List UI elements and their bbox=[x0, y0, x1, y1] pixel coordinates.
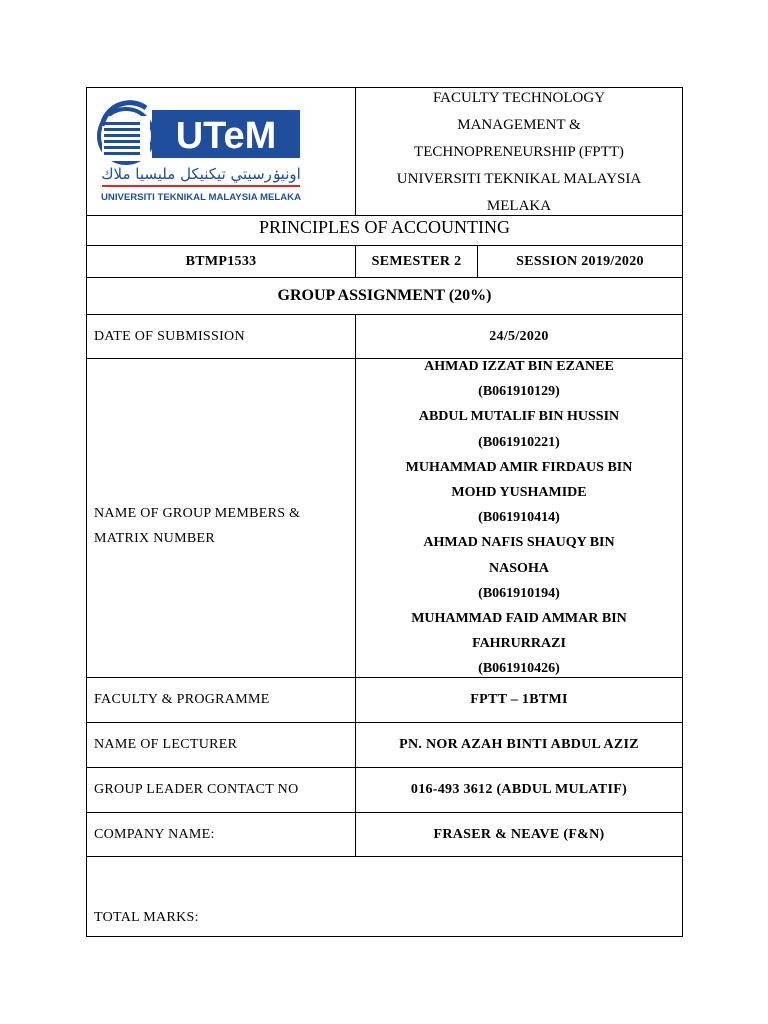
member-name: AHMAD IZZAT BIN EZANEE bbox=[424, 359, 614, 374]
total-marks-cell bbox=[86, 856, 683, 937]
semester: SEMESTER 2 bbox=[371, 253, 462, 269]
date-value: 24/5/2020 bbox=[489, 328, 549, 344]
faculty-line: TECHNOPRENEURSHIP (FPTT) bbox=[414, 144, 624, 160]
assignment-title: GROUP ASSIGNMENT (20%) bbox=[277, 287, 492, 304]
utem-logo bbox=[96, 96, 306, 206]
contact-label-cell bbox=[86, 767, 356, 813]
contact-label: GROUP LEADER CONTACT NO bbox=[94, 782, 299, 797]
contact-value-cell bbox=[355, 767, 683, 813]
logo-jawi: اونيۏرسيتي تيكنيكل مليسيا ملاك bbox=[101, 165, 301, 183]
session: SESSION 2019/2020 bbox=[516, 253, 644, 269]
faculty-line: MELAKA bbox=[486, 198, 552, 214]
faculty-line: UNIVERSITI TEKNIKAL MALAYSIA bbox=[396, 171, 642, 187]
faculty-programme-value: FPTT – 1BTMI bbox=[470, 692, 568, 707]
members-label-line: NAME OF GROUP MEMBERS & bbox=[94, 506, 301, 521]
faculty-cell bbox=[355, 87, 683, 216]
member-name: FAHRURRAZI bbox=[472, 636, 566, 652]
company-value-cell bbox=[355, 812, 683, 857]
assignment-title-cell bbox=[86, 277, 683, 315]
member-name: MOHD YUSHAMIDE bbox=[451, 485, 587, 501]
session-cell bbox=[477, 245, 683, 278]
member-matrix: (B061910414) bbox=[478, 510, 560, 526]
member-matrix: (B061910221) bbox=[478, 434, 560, 450]
company-label-cell bbox=[86, 812, 356, 857]
lecturer-value-cell bbox=[355, 722, 683, 768]
member-matrix: (B061910194) bbox=[478, 585, 560, 601]
member-name: MUHAMMAD AMIR FIRDAUS BIN bbox=[405, 459, 633, 475]
date-label-cell bbox=[86, 314, 356, 359]
course-code-cell bbox=[86, 245, 356, 278]
date-label: DATE OF SUBMISSION bbox=[94, 328, 245, 344]
total-marks-label: TOTAL MARKS: bbox=[94, 910, 199, 925]
date-value-cell bbox=[355, 314, 683, 359]
faculty-line: FACULTY TECHNOLOGY bbox=[432, 90, 606, 106]
logo-word: UTeM bbox=[175, 115, 277, 157]
faculty-name bbox=[397, 85, 641, 220]
lecturer-label-cell bbox=[86, 722, 356, 768]
member-name: NASOHA bbox=[489, 560, 549, 576]
member-name: ABDUL MUTALIF BIN HUSSIN bbox=[418, 409, 620, 425]
member-name: AHMAD NAFIS SHAUQY BIN bbox=[423, 535, 615, 551]
member-matrix: (B061910129) bbox=[478, 384, 560, 400]
member-matrix: (B061910426) bbox=[478, 661, 560, 677]
course-code: BTMP1533 bbox=[185, 253, 257, 269]
faculty-line: MANAGEMENT & bbox=[457, 117, 581, 133]
company-label: COMPANY NAME: bbox=[94, 826, 215, 842]
course-title-cell bbox=[86, 215, 683, 246]
lecturer-value: PN. NOR AZAH BINTI ABDUL AZIZ bbox=[399, 737, 639, 752]
members-label bbox=[94, 501, 300, 551]
course-title: PRINCIPLES OF ACCOUNTING bbox=[258, 217, 511, 237]
utem-logo-graphic bbox=[96, 96, 306, 206]
logo-bottom-text: UNIVERSITI TEKNIKAL MALAYSIA MELAKA bbox=[100, 192, 302, 203]
members-list bbox=[406, 354, 633, 682]
members-list-cell bbox=[355, 358, 683, 678]
faculty-programme-value-cell bbox=[355, 677, 683, 723]
members-label-cell bbox=[86, 358, 356, 678]
lecturer-label: NAME OF LECTURER bbox=[94, 737, 238, 752]
member-name: MUHAMMAD FAID AMMAR BIN bbox=[411, 611, 627, 627]
company-value: FRASER & NEAVE (F&N) bbox=[433, 826, 605, 842]
faculty-programme-label-cell bbox=[86, 677, 356, 723]
semester-cell bbox=[355, 245, 478, 278]
contact-value: 016-493 3612 (ABDUL MULATIF) bbox=[410, 782, 628, 797]
members-label-line: MATRIX NUMBER bbox=[94, 531, 215, 546]
faculty-programme-label: FACULTY & PROGRAMME bbox=[94, 692, 270, 707]
